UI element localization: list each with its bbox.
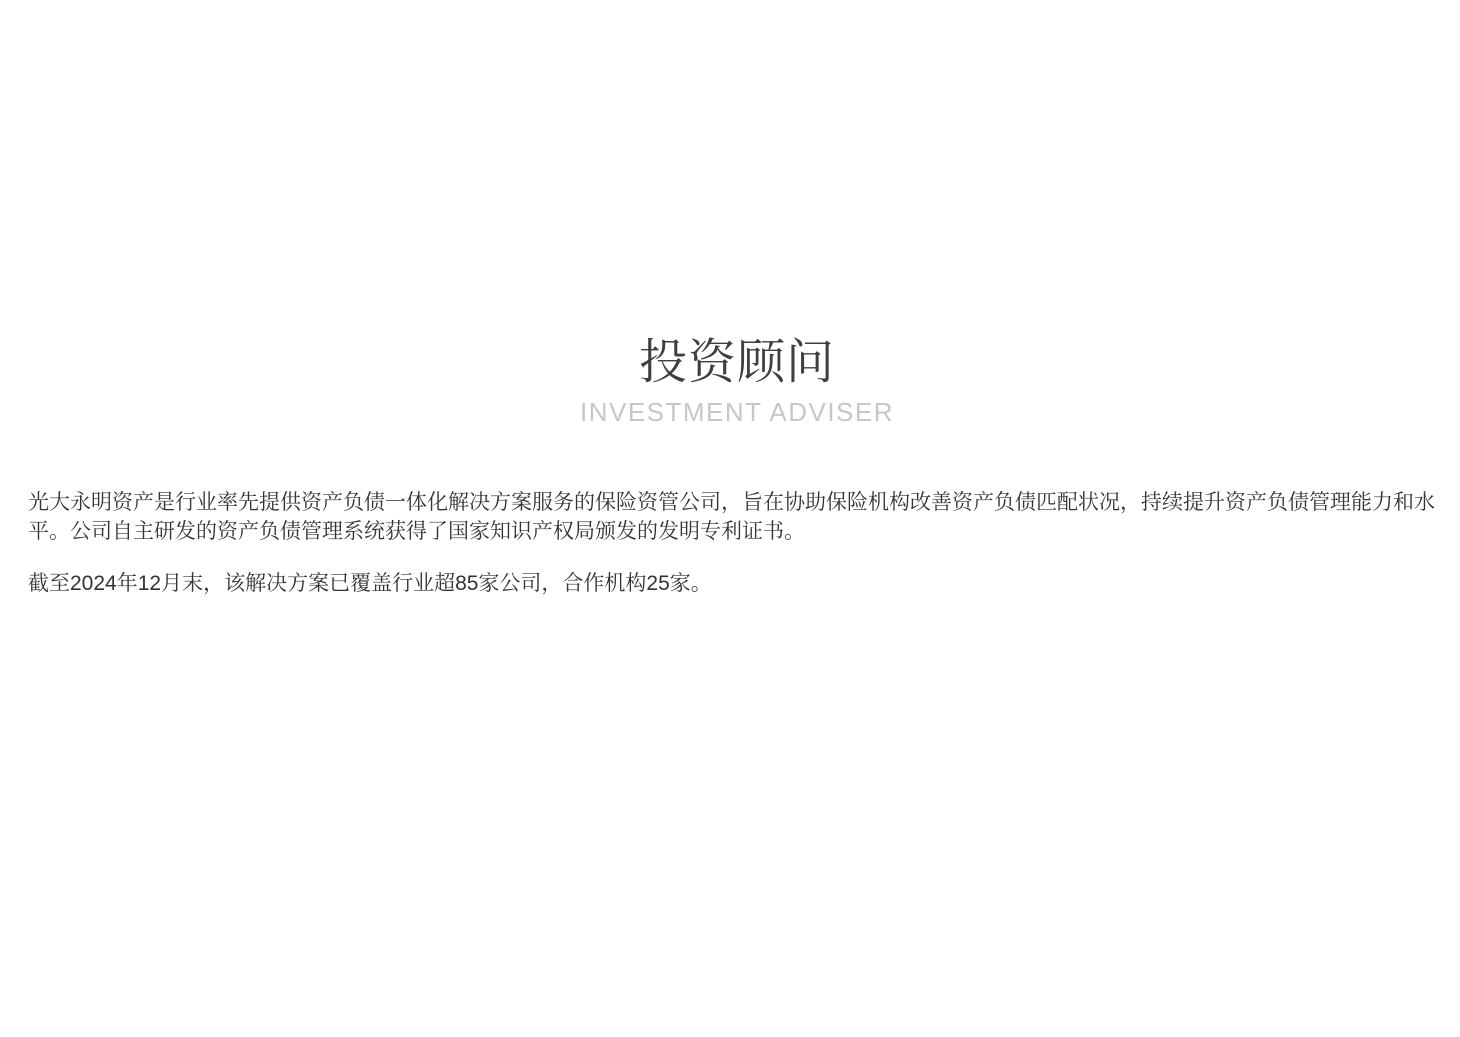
content xyxy=(28,488,1446,598)
paragraph-coverage-stats: 截至2024年12月末，该解决方案已覆盖行业超85家公司，合作机构25家。 xyxy=(28,571,712,595)
page-subtitle: INVESTMENT ADVISER xyxy=(579,396,895,427)
paragraph-company-intro: 光大永明资产是行业率先提供资产负债一体化解决方案服务的保险资管公司，旨在协助保险机构改善资产负债匹配状况，持续提升资产负债管理能力和水平。公司自主研发的资产负债管理系统获得了国家知识产权局颁发的发明专利证书。 xyxy=(28,490,1435,544)
section-header xyxy=(28,0,1446,428)
page-title: 投资顾问 xyxy=(638,336,835,389)
